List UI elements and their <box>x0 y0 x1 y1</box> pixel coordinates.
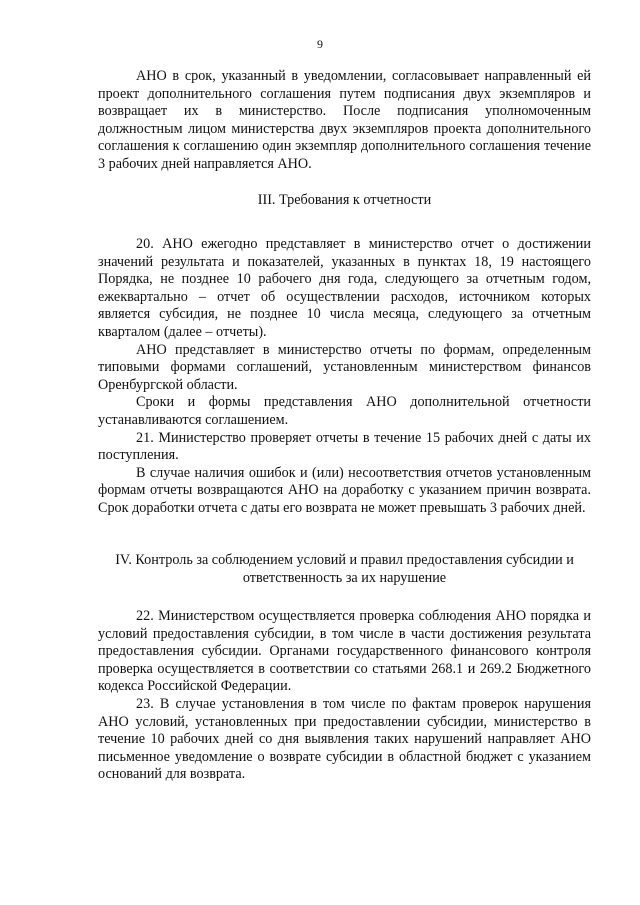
paragraph-block-control <box>98 608 591 784</box>
paragraph-20: 20. АНО ежегодно представляет в министерство отчет о достижении значений результата и показателей, указанных в пунктах 18, 19 настоящего Порядка, не позднее 10 рабочего дня года, следующего за отчетным годом, ежеквартально – отчет об осуществлении расходов, источником которых является субсидия, не позднее 10 числа месяца, следующего за отчетным кварталом (далее – отчеты). <box>98 236 591 340</box>
paragraph-21-errors: В случае наличия ошибок и (или) несоответствия отчетов установленным формам отчеты возвращаются АНО на доработку с указанием причин возврата. Срок доработки отчета с даты его возврата не может превышать 3 рабочих дней. <box>98 464 591 516</box>
paragraph-block-intro <box>98 68 591 174</box>
section-heading-reporting: III. Требования к отчетности <box>257 192 432 208</box>
paragraph-block-reporting <box>98 236 591 518</box>
section-heading-control-line1: IV. Контроль за соблюдением условий и правил предоставления субсидии и <box>115 552 574 568</box>
paragraph-22: 22. Министерством осуществляется проверка соблюдения АНО порядка и условий предоставления субсидии, в том числе в части достижения результата предоставления субсидии. Органами государственного финансового контроля проверка осуществляется в соответствии со статьями 268.1 и 269.2 Бюджетного кодекса Российской Федерации. <box>98 608 591 695</box>
paragraph-20-additional: Сроки и формы представления АНО дополнительной отчетности устанавливаются соглашением. <box>98 394 591 428</box>
section-heading-control-line2: ответственность за их нарушение <box>242 569 447 586</box>
page-number: 9 <box>317 37 323 51</box>
paragraph-approval: АНО в срок, указанный в уведомлении, согласовывает направленный ей проект дополнительного соглашения путем подписания двух экземпляров и возвращает их в министерство. После подписания уполномоченным должностным лицом министерства двух экземпляров проекта дополнительного соглашения к соглашению один экземпляр дополнительного соглашения течение 3 рабочих дней направляется АНО. <box>98 68 591 172</box>
paragraph-21: 21. Министерство проверяет отчеты в течение 15 рабочих дней с даты их поступления. <box>98 429 591 464</box>
paragraph-23: 23. В случае установления в том числе по фактам проверок нарушения АНО условий, установленных при предоставлении субсидии, министерство в течение 10 рабочих дней со дня выявления таких нарушений направляет АНО письменное уведомление о возврате субсидии в областной бюджет с указанием оснований для возврата. <box>98 695 591 783</box>
section-heading-control <box>98 552 591 587</box>
paragraph-20-forms: АНО представляет в министерство отчеты по формам, определенным типовыми формами соглашений, установленным министерством финансов Оренбургской области. <box>98 341 591 393</box>
